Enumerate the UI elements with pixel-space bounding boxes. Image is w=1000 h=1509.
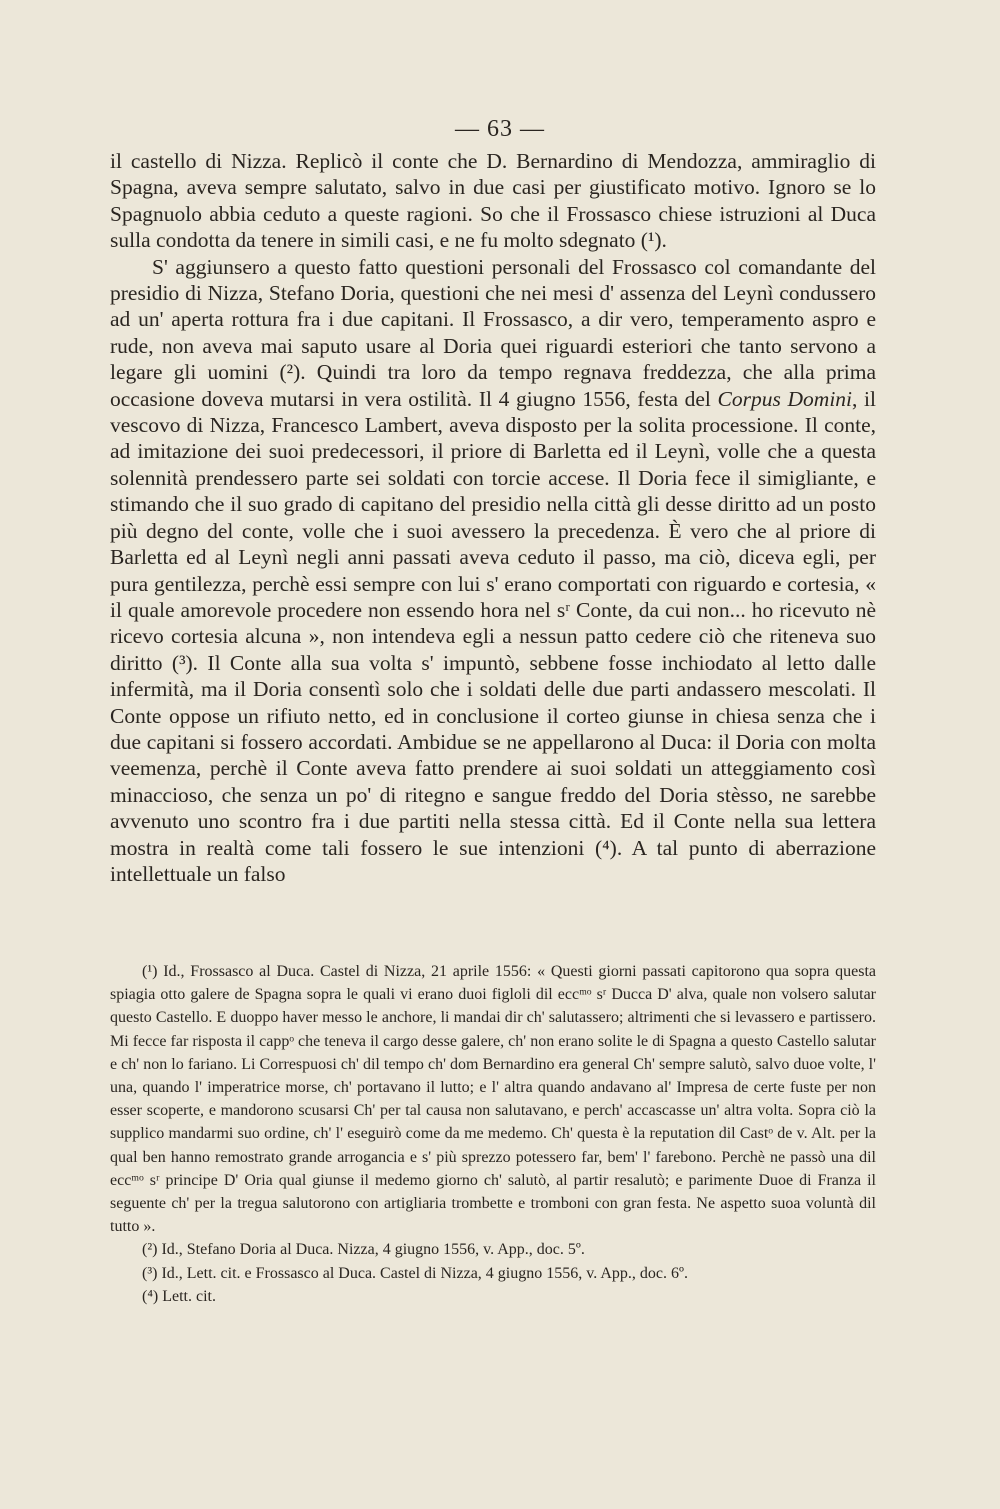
main-text (110, 148, 876, 887)
footnote-2: (²) Id., Stefano Doria al Duca. Nizza, 4 giugno 1556, v. App., doc. 5º. (142, 1241, 585, 1259)
footnote-4: (⁴) Lett. cit. (142, 1287, 216, 1305)
paragraph-1: il castello di Nizza. Replicò il conte che D. Bernardino di Mendozza, ammiraglio di Spagna, aveva sempre salutato, salvo in due casi per giustificato motivo. Ignoro se lo Spagnuolo abbia ceduto a queste ragioni. So che il Frossasco chiese istruzioni al Duca sulla condotta da tenere in simili casi, e ne fu molto sdegnato (¹). (110, 149, 876, 253)
footnote-3: (³) Id., Lett. cit. e Frossasco al Duca. Castel di Nizza, 4 giugno 1556, v. App., doc. 6º. (142, 1264, 688, 1282)
paragraph-2-part-b: , il vescovo di Nizza, Francesco Lambert, aveva disposto per la solita processione. Il conte, ad imitazione dei suoi predecessori, il priore di Barletta ed il Leynì, volle che a questa solennità prendessero parte sei soldati con torcie accese. Il Doria fece il simigliante, e stimando che il suo grado di capitano del presidio nella città gli desse diritto ad un posto più degno del conte, volle che i suoi avessero la precedenza. È vero che al priore di Barletta ed al Leynì negli anni passati aveva ceduto il passo, ma ciò, diceva egli, per pura gentilezza, perchè essi sempre con lui s' erano comportati con riguardo e cortesia, « il quale amorevole procedere non essendo hora nel sʳ Conte, da cui non... ho ricevuto nè ricevo cortesia alcuna », non intendeva egli a nessun patto cedere ciò che riteneva suo diritto (³). Il Conte alla sua volta s' impuntò, sebbene fosse inchiodato al letto dalle infermità, ma il Doria consentì solo che i soldati delle due parti andassero mescolati. Il Conte oppose un rifiuto netto, ed in conclusione il corteo giunse in chiesa senza che i due capitani si fossero accordati. Ambidue se ne appellarono al Duca: il Doria con molta veemenza, perchè il Conte aveva fatto prendere ai suoi soldati un atteggiamento così minaccioso, che senza un po' di ritegno e sangue freddo del Doria stèsso, ne sarebbe avvenuto uno scontro fra i due partiti nella stessa città. Ed il Conte nella sua lettera mostra in realtà come tali fossero le sue intenzioni (⁴). A tal punto di aberrazione intellettuale un falso (110, 386, 876, 886)
footnotes (110, 960, 876, 1308)
page-number: — 63 — (455, 116, 545, 142)
italic-phrase: Corpus Domini (717, 386, 853, 411)
paragraph-2 (110, 254, 876, 888)
paragraph-2-part-a: S' aggiunsero a questo fatto questioni personali del Frossasco col comandante del presidio di Nizza, Stefano Doria, questioni che nei mesi d' assenza del Leynì condussero ad un' aperta rottura fra i due capitani. Il Frossasco, a dir vero, temperamento aspro e rude, non aveva mai saputo usare al Doria quei riguardi esteriori che tanto servono a legare gli uomini (²). Quindi tra loro da tempo regnava freddezza, che alla prima occasione doveva mutarsi in vera ostilità. Il 4 giugno 1556, festa del (110, 254, 876, 411)
footnote-1: (¹) Id., Frossasco al Duca. Castel di Nizza, 21 aprile 1556: « Questi giorni passati capitorono qua sopra questa spiagia otto galere de Spagna sopra le quali vi erano duoi figloli dil eccᵐᵒ sʳ Ducca D' alva, quale non volsero salutar questo Castello. E duoppo haver messo le anchore, li mandai dir ch' salutassero; altrimenti che si levassero e partissero. Mi fecce far risposta il cappᵒ che teneva il cargo desse galere, ch' non erano solite le di Spagna a questo Castello salutar e ch' non lo fariano. Li Correspuosi ch' dil tempo ch' dom Bernardino era general Ch' sempre salutò, salvo duoe volte, l' una, quando l' imperatrice morse, ch' portavano il lutto; e l' altra quando andavano al' Impresa de certe fuste per non esser scoperte, e mandorono scusarsi Ch' per tal causa non salutavano, e perch' accascasse un' altra volta. Sopra ciò la supplico mandarmi suo ordine, ch' l' eseguirò come da me medemo. Ch' questa è la reputation dil Castᵒ de v. Alt. per la qual ben hanno remostrato grande arrogancia e s' più sprezzo potessero far, bem' l' farebono. Perchè ne passò una dil eccᵐᵒ sʳ principe D' Oria qual giunse il medemo giorno ch' salutò, al partir resalutò; e parimente Duoe di Franza il seguente ch' per la tregua salutorono con artigliaria trombette e tromboni con gran festa. Ne aspetto suoa voluntà dil tutto ». (110, 963, 876, 1236)
